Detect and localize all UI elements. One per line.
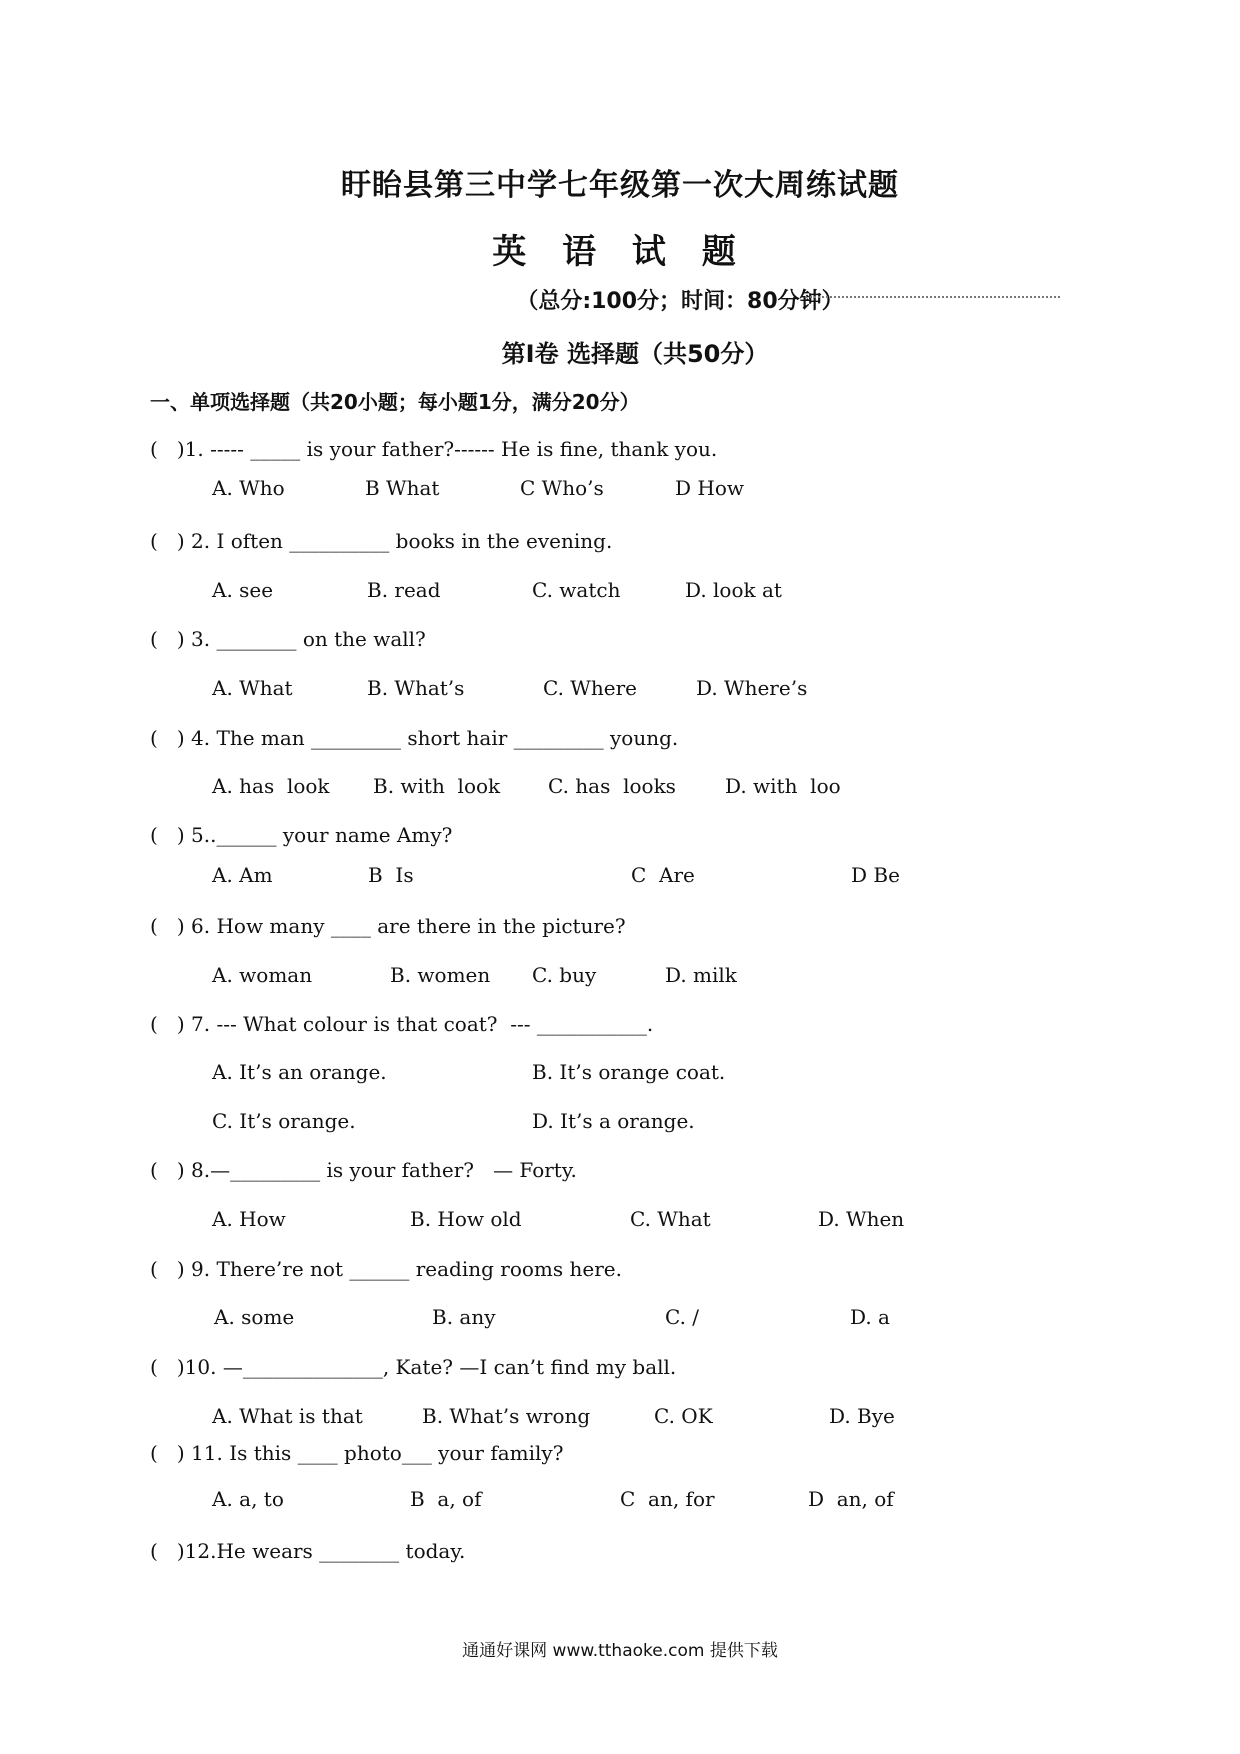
exam-title: 盱眙县第三中学七年级第一次大周练试题	[341, 168, 899, 203]
question-stem: ( ) 3. ________ on the wall?	[150, 627, 426, 651]
question-stem: ( ) 11. Is this ____ photo___ your family?	[150, 1441, 564, 1465]
option: C. buy	[532, 963, 597, 987]
option: A. Am	[212, 863, 273, 887]
option: A. What	[212, 676, 293, 700]
question-stem: ( ) 6. How many ____ are there in the picture?	[150, 914, 626, 938]
option: A. What is that	[212, 1404, 363, 1428]
option: C Are	[631, 863, 695, 887]
option: D. Bye	[829, 1404, 895, 1428]
option: C. has looks	[548, 774, 676, 798]
option: C. OK	[654, 1404, 713, 1428]
option: C. What	[630, 1207, 711, 1231]
option: D. When	[818, 1207, 905, 1231]
question-stem: ( )12.He wears ________ today.	[150, 1539, 466, 1563]
option: D. Where’s	[696, 676, 808, 700]
option: C Who’s	[520, 476, 604, 500]
option: C. watch	[532, 578, 621, 602]
option: B Is	[368, 863, 414, 887]
option: C. It’s orange.	[212, 1109, 356, 1133]
option: D Be	[851, 863, 900, 887]
option: D. look at	[685, 578, 782, 602]
option: A. a, to	[212, 1487, 284, 1511]
section-title: 一、单项选择题（共20小题；每小题1分，满分20分）	[150, 390, 640, 414]
option: D. milk	[665, 963, 737, 987]
option: A. Who	[212, 476, 285, 500]
option: A. It’s an orange.	[212, 1060, 387, 1084]
option: B. What’s	[367, 676, 465, 700]
dotted-line	[805, 296, 1060, 298]
footer-text: 通通好课网 www.tthaoke.com 提供下载	[462, 1641, 778, 1661]
option: B. any	[432, 1305, 496, 1329]
question-stem: ( ) 7. --- What colour is that coat? --- ___________.	[150, 1012, 654, 1036]
option: D. It’s a orange.	[532, 1109, 695, 1133]
option: B. What’s wrong	[422, 1404, 591, 1428]
question-stem: ( )10. —______________, Kate? —I can’t find my ball.	[150, 1355, 677, 1379]
option: B a, of	[410, 1487, 482, 1511]
option: B What	[365, 476, 440, 500]
option: B. with look	[373, 774, 501, 798]
question-stem: ( ) 4. The man _________ short hair _________ young.	[150, 726, 679, 750]
option: B. read	[367, 578, 441, 602]
option: D. a	[850, 1305, 890, 1329]
option: A. has look	[212, 774, 330, 798]
subject-title: 英 语 试 题	[492, 232, 748, 272]
option: D an, of	[808, 1487, 894, 1511]
option: B. How old	[410, 1207, 522, 1231]
option: C an, for	[620, 1487, 715, 1511]
question-stem: ( )1. ----- _____ is your father?------ He is fine, thank you.	[150, 437, 718, 461]
option: D How	[675, 476, 744, 500]
question-stem: ( ) 9. There’re not ______ reading rooms here.	[150, 1257, 622, 1281]
option: A. How	[212, 1207, 286, 1231]
option: B. It’s orange coat.	[532, 1060, 726, 1084]
option: D. with loo	[725, 774, 841, 798]
option: C. Where	[543, 676, 637, 700]
exam-info: （总分:100分；时间：80分钟）	[516, 289, 844, 314]
part-title: 第Ⅰ卷 选择题（共50分）	[501, 340, 769, 368]
question-stem: ( ) 5..______ your name Amy?	[150, 823, 453, 847]
option: A. see	[212, 578, 274, 602]
option: A. some	[214, 1305, 295, 1329]
question-stem: ( ) 2. I often __________ books in the evening.	[150, 529, 613, 553]
question-stem: ( ) 8.—_________ is your father? — Forty.	[150, 1158, 577, 1182]
option: A. woman	[212, 963, 313, 987]
option: C. /	[665, 1305, 700, 1329]
option: B. women	[390, 963, 491, 987]
